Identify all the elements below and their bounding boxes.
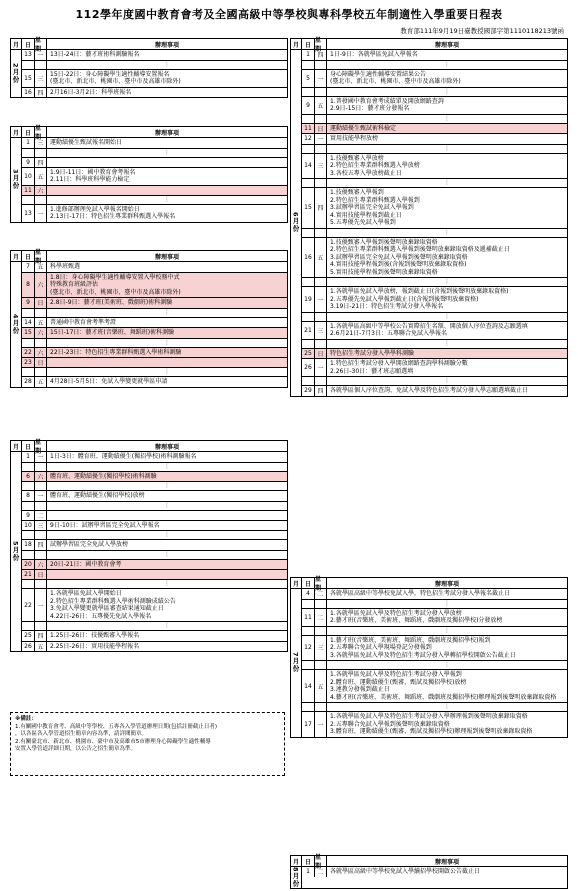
day-cell: 13	[22, 205, 35, 222]
schedule-row	[22, 70, 287, 88]
event-cell: 各就學區個人序位查詢、免試入學及特色招生考試分發入學志願選填截止日	[330, 387, 529, 394]
event-cell: 各就學區高級中等學校免試入學續招學校開啟公告截止日	[330, 868, 481, 875]
schedule-row	[22, 511, 287, 521]
weekday-cell: 五	[315, 97, 327, 114]
schedule-row	[302, 70, 567, 88]
event-cell: 1.各就學區免試入學及特色招生考試分發入學放榜 2.藝才班(音樂班、美術班、舞蹈班、戲劇班及獨招學校)分發放榜	[330, 609, 503, 624]
day-cell: 11	[22, 186, 35, 195]
weekday-cell: 一	[315, 134, 327, 144]
day-cell: 6	[22, 472, 35, 482]
weekday-cell: 日	[35, 298, 47, 308]
header-month: 月	[291, 856, 302, 866]
event-cell: 各就學區高級中等學校免試入學，特色招生考試分發入學報名截止日	[330, 590, 511, 597]
header-event: 辦理事項	[434, 858, 459, 866]
event-cell: 實用技能學程放榜	[330, 135, 379, 142]
schedule-row	[302, 188, 567, 229]
schedule-row	[302, 867, 567, 877]
event-cell: 1.各就學區免試入學開始日 2.特色招生專業群科甄選入學術科測驗成績公告 3.免試入學變更就學區審查結果通知截止日 4.22日-26日：五專優先免試入學報名	[50, 590, 176, 620]
day-cell: 22	[22, 589, 35, 621]
notes-line: ，以各區各入學管道招生簡章內容為準，請詳閱簡章。	[15, 731, 148, 737]
header-weekday: 星期	[35, 39, 47, 49]
header-day: 日	[22, 127, 35, 137]
gap-row: ⋮	[302, 661, 567, 670]
weekday-cell: 五	[315, 238, 327, 278]
weekday-cell: 四	[35, 540, 47, 550]
gap-row: ⋮	[302, 600, 567, 609]
event-cell	[47, 511, 287, 520]
day-cell: 9	[22, 298, 35, 308]
weekday-cell: 日	[315, 124, 327, 134]
table-header	[291, 854, 567, 870]
event-cell	[47, 186, 287, 195]
schedule-row	[22, 88, 287, 98]
event-cell: 22日-23日：特色招生專業群科甄選入學術科測驗	[47, 348, 287, 358]
schedule-table	[10, 250, 288, 388]
header-event: 辦理事項	[154, 41, 179, 49]
schedule-row	[302, 670, 567, 703]
gap-row: ⋮	[302, 313, 567, 322]
event-cell: 13日-24日：藝才班術科測驗報名	[50, 51, 140, 58]
day-cell: 8	[22, 273, 35, 298]
weekday-cell: 六	[35, 186, 47, 195]
day-cell: 10	[22, 168, 35, 185]
event-cell: 15日-22日：身心障礙學生適性輔導安置報名 (臺北市、新北市、桃園市、臺中市及高雄市除外)	[50, 70, 181, 85]
day-cell: 18	[22, 540, 35, 550]
weekday-cell: 三	[35, 138, 47, 148]
schedule-row	[22, 358, 287, 368]
header-month: 月	[11, 127, 22, 137]
schedule-row	[22, 521, 287, 532]
day-cell: 9	[22, 158, 35, 167]
schedule-row	[302, 349, 567, 360]
gap-row: ⋮	[302, 145, 567, 154]
month-cell	[291, 867, 302, 888]
event-cell: 1日-3日：體育班、運動績優生(獨招學校)術科測驗報名	[50, 453, 197, 460]
gap-row: ⋮	[22, 339, 287, 348]
day-cell: 20	[22, 560, 35, 570]
weekday-cell: 四	[35, 88, 47, 98]
event-cell: 9日-10日：試辦學習區完全免試入學報名	[50, 521, 160, 529]
weekday-cell: 一	[35, 205, 47, 222]
schedule-row	[22, 631, 287, 642]
schedule-row	[302, 97, 567, 115]
weekday-cell: 三	[35, 521, 47, 531]
event-cell: 4月28日-5月5日：免試入學變更就學區申請	[50, 378, 168, 385]
header-event: 辦理事項	[434, 41, 459, 49]
weekday-cell: 四	[315, 188, 327, 228]
header-weekday: 星期	[35, 441, 47, 451]
weekday-cell: 一	[315, 70, 327, 87]
event-cell: 科學班甄選	[50, 263, 81, 270]
schedule-row	[22, 560, 287, 571]
schedule-row	[22, 540, 287, 551]
event-cell: 體育班、運動績優生(獨招學校)術科測驗	[47, 472, 287, 482]
day-cell: 17	[302, 712, 315, 737]
schedule-row	[302, 238, 567, 279]
weekday-cell: 日	[35, 570, 47, 579]
event-cell: 1.各就學區免試入學及特色招生考試分發入學報到 2.體育班、運動績優生(甄審、甄試及獨招學校)放榜 3.連教分發報到截止日 4.藝才班(音樂班、美術班、舞蹈班、戲劇班及獨招學校)辦理報到後聲明放棄錄取資格	[330, 671, 557, 701]
gap-row: ⋮	[22, 580, 287, 589]
gap-row: ⋮	[302, 229, 567, 238]
weekday-cell: 六	[35, 273, 47, 298]
event-cell: 1.特色招生考試分發入學開放網路查詢學科測驗分數 2.26日-30日：藝才班志願選填	[330, 360, 468, 375]
event-cell	[47, 570, 287, 579]
weekday-cell: 一	[35, 50, 47, 60]
weekday-cell: 四	[315, 50, 327, 60]
schedule-table	[10, 38, 288, 98]
day-cell: 12	[302, 636, 315, 661]
page-title: 112學年度國中教育會考及全國高級中等學校與專科學校五年制適性入學重要日程表	[75, 8, 503, 21]
schedule-row	[22, 318, 287, 329]
event-cell: 1.藝才班(音樂班、美術班、舞蹈班、戲劇班及獨招學校)報到 2.五專聯合免試入學現場登記分發報到 3.各就學區免試入學及特色招生考試分發入學轉招學校開啟公告截止日	[330, 636, 516, 659]
event-cell: 1.技優甄審入學放榜 2.特色招生專業群科甄選入學放榜 3.各校五專入學放榜截止日	[330, 154, 420, 177]
day-cell: 11	[302, 124, 315, 134]
gap-row: ⋮	[302, 61, 567, 70]
day-cell: 8	[22, 491, 35, 501]
weekday-cell: 三	[315, 636, 327, 661]
day-cell: 11	[302, 609, 315, 626]
schedule-row	[22, 452, 287, 463]
event-cell: 運動績優生甄試報名開始日	[50, 139, 123, 146]
day-cell: 15	[22, 328, 35, 338]
event-cell: 1.各就學區免試入學及特色招生考試分發入學辦理報到後聲明放棄錄取資格 2.五專聯合免試入學報到後聲明放棄錄取資格 3.體育班、運動績優生(甄審、甄試及獨招學校)辦理報到後聲明放棄錄取資格	[330, 713, 533, 735]
schedule-row	[302, 636, 567, 662]
schedule-row	[22, 298, 287, 309]
day-cell: 9	[22, 511, 35, 520]
schedule-row	[302, 609, 567, 627]
schedule-row	[22, 273, 287, 299]
table-header	[291, 576, 567, 592]
day-cell: 23	[22, 358, 35, 367]
schedule-row	[302, 712, 567, 737]
weekday-cell: 六	[35, 560, 47, 570]
schedule-row	[302, 359, 567, 377]
notes-line: 安置入學管道詳細日期，以公告之招生簡章為準。	[15, 746, 137, 752]
gap-row: ⋮	[302, 627, 567, 636]
day-cell: 25	[22, 631, 35, 641]
header-month: 月	[291, 39, 302, 49]
notes-line: 2.有關臺北市、新北市、桃園市、臺中市及高雄市5市辦理身心障礙學生適性輔導	[15, 738, 211, 745]
day-cell: 26	[302, 359, 315, 376]
event-cell: 2.8日-9日：藝才班(美術班、戲劇班)術科測驗	[47, 298, 287, 308]
notes-heading: ※備註：	[15, 716, 37, 722]
day-cell: 14	[302, 670, 315, 702]
event-cell	[47, 158, 287, 167]
event-cell: 1.技優甄審入學報到 2.特色招生專業群科甄選入學報到 3.試辦學習區完全免試入學報到 4.實用技能學程報到截止日 5.五專優先免試入學報到	[330, 189, 420, 226]
weekday-cell: 五	[35, 262, 47, 272]
event-cell: 體育班、運動績優生(獨招學校)放榜	[50, 492, 145, 499]
month-label: 6月份	[291, 212, 300, 234]
schedule-row	[22, 377, 287, 387]
weekday-cell: 五	[35, 642, 47, 652]
weekday-cell: 日	[315, 349, 327, 359]
weekday-cell: 一	[315, 712, 327, 737]
schedule-table	[290, 38, 568, 397]
schedule-row	[302, 134, 567, 145]
schedule-row	[22, 205, 287, 222]
schedule-row	[22, 348, 287, 359]
weekday-cell: 五	[35, 377, 47, 387]
event-cell: 特色招生考試分發入學學科測驗	[327, 349, 567, 359]
schedule-row	[302, 287, 567, 313]
schedule-row	[22, 491, 287, 502]
weekday-cell: 五	[315, 670, 327, 702]
header-weekday: 星期	[35, 251, 47, 261]
notes-line: 1.有關國中教育會考、高級中等學校、五專各入學管道辦理日期(包括註冊截止日者)	[15, 723, 218, 730]
schedule-table	[10, 126, 288, 223]
schedule-row	[22, 168, 287, 186]
day-cell: 10	[22, 521, 35, 531]
month-cell	[11, 262, 22, 387]
schedule-row	[302, 386, 567, 396]
weekday-cell: 二	[315, 867, 327, 877]
day-cell: 21	[302, 322, 315, 339]
gap-row: ⋮	[22, 149, 287, 158]
gap-row: ⋮	[22, 551, 287, 560]
event-cell: 1.9日-11日：國中教育會考報名 2.11日：科學班科學能力檢定	[50, 168, 136, 183]
event-cell: 1.各就學區高級中等學校公告實際招生名額、開放個人序位查詢及志願選填 2.6月21日-7月3日：五專聯合免試入學報名	[330, 322, 528, 337]
weekday-cell: 三	[35, 70, 47, 87]
schedule-row	[302, 322, 567, 340]
gap-row: ⋮	[302, 115, 567, 124]
gap-row: ⋮	[22, 482, 287, 491]
schedule-row	[302, 50, 567, 61]
gap-row: ⋮	[302, 278, 567, 287]
weekday-cell: 六	[35, 348, 47, 358]
header-event: 辦理事項	[434, 580, 459, 588]
table-header	[11, 249, 287, 265]
weekday-cell: 三	[315, 154, 327, 179]
weekday-cell: 五	[35, 318, 47, 328]
day-cell: 15	[22, 70, 35, 87]
schedule-row	[22, 186, 287, 196]
schedule-row	[22, 472, 287, 483]
header-day: 日	[302, 578, 315, 588]
gap-row: ⋮	[22, 61, 287, 70]
day-cell: 1	[22, 138, 35, 148]
weekday-cell: 一	[35, 589, 47, 621]
weekday-cell: 四	[315, 386, 327, 396]
day-cell: 12	[302, 134, 315, 144]
schedule-row	[22, 570, 287, 580]
month-label: 4月份	[11, 313, 20, 335]
day-cell: 13	[22, 50, 35, 60]
day-cell: 4	[302, 589, 315, 599]
schedule-row	[302, 589, 567, 600]
header-day: 日	[22, 441, 35, 451]
month-cell	[11, 138, 22, 222]
schedule-row	[302, 154, 567, 180]
schedule-row	[22, 138, 287, 149]
schedule-row	[22, 158, 287, 168]
gap-row: ⋮	[22, 368, 287, 377]
schedule-table	[290, 577, 568, 738]
weekday-cell: 二	[35, 511, 47, 520]
schedule-table	[10, 440, 288, 652]
gap-row: ⋮	[22, 531, 287, 540]
day-cell: 15	[302, 188, 315, 228]
schedule-row	[302, 124, 567, 135]
event-cell	[47, 358, 287, 367]
weekday-cell: 一	[315, 359, 327, 376]
day-cell: 5	[302, 70, 315, 87]
gap-row: ⋮	[302, 377, 567, 386]
month-cell	[11, 50, 22, 97]
header-month: 月	[291, 578, 302, 588]
schedule-row	[22, 328, 287, 339]
header-month: 月	[11, 441, 22, 451]
event-cell: 1日-9日：各就學區免試入學報名	[330, 51, 418, 58]
schedule-row	[22, 589, 287, 622]
event-cell: 1.25日-26日：技優甄審入學報名	[50, 632, 140, 639]
event-cell: 運動績優生甄試術科檢定	[327, 124, 567, 134]
day-cell: 14	[22, 318, 35, 328]
table-header	[11, 439, 287, 455]
month-cell	[11, 452, 22, 651]
day-cell: 19	[302, 287, 315, 312]
header-weekday: 星期	[35, 127, 47, 137]
month-label: 7月份	[291, 652, 300, 674]
table-header	[291, 37, 567, 53]
header-day: 日	[302, 856, 315, 866]
gap-row: ⋮	[22, 502, 287, 511]
day-cell: 25	[302, 349, 315, 359]
day-cell: 21	[22, 570, 35, 579]
weekday-cell: 四	[35, 158, 47, 167]
day-cell: 7	[22, 262, 35, 272]
month-cell	[291, 50, 302, 396]
event-cell: 普通國中教育會考準考證	[50, 318, 117, 326]
weekday-cell: 一	[35, 491, 47, 501]
month-label: 3月份	[11, 169, 20, 191]
day-cell: 22	[22, 348, 35, 358]
weekday-cell: 六	[35, 328, 47, 338]
day-cell: 16	[302, 238, 315, 278]
gap-row: ⋮	[22, 463, 287, 472]
weekday-cell: 日	[35, 358, 47, 367]
header-weekday: 星期	[315, 856, 327, 866]
header-day: 日	[22, 39, 35, 49]
gap-row: ⋮	[22, 309, 287, 318]
event-cell: 2.25日-26日：實用技能學程報名	[50, 642, 140, 650]
event-cell: 試辦學習區完全免試入學放榜	[50, 541, 129, 548]
header-day: 日	[22, 251, 35, 261]
month-label: 2月份	[11, 63, 20, 84]
header-event: 辦理事項	[154, 129, 179, 137]
event-cell: 1.各就學區免試入學放榜，報到截止日(含報到後聲明放棄錄取資格) 2.五專優先免試入學報到截止日(含報到後聲明放棄資格) 3.19日-21日：特色招生考試分發入學報名	[330, 288, 509, 310]
day-cell: 1	[302, 867, 315, 877]
weekday-cell: 六	[35, 472, 47, 482]
weekday-cell: 四	[35, 631, 47, 641]
document-reference: 教育部111年9月19日臺教授國部字第1110118213號函	[400, 27, 564, 35]
header-event: 辦理事項	[154, 253, 179, 261]
header-weekday: 星期	[315, 578, 327, 588]
schedule-row	[22, 262, 287, 273]
event-cell: 1.技優甄審入學報到後聲明放棄錄取資格 2.特色招生專業群科甄選入學報到後聲明放棄錄取資格及遞補截止日 3.試辦學習區完全免試入學報到後聲明放棄錄取資格 4.實用技能學程報到後(含報到後聲明放棄錄取資格) 5.實用技能學程報到後聲明放棄錄取資格	[330, 238, 510, 276]
gap-row: ⋮	[22, 622, 287, 631]
day-cell: 1	[302, 50, 315, 60]
header-month: 月	[11, 251, 22, 261]
header-event: 辦理事項	[154, 443, 179, 451]
day-cell: 9	[302, 97, 315, 114]
weekday-cell: 三	[315, 322, 327, 339]
day-cell: 26	[22, 642, 35, 652]
schedule-table	[290, 855, 568, 889]
day-cell: 16	[22, 88, 35, 98]
day-cell: 28	[22, 377, 35, 387]
gap-row: ⋮	[302, 88, 567, 97]
month-cell	[291, 589, 302, 737]
weekday-cell: 五	[35, 168, 47, 185]
schedule-row	[22, 50, 287, 61]
notes-box	[10, 712, 285, 776]
header-weekday: 星期	[315, 39, 327, 49]
weekday-cell: 一	[35, 452, 47, 462]
day-cell: 1	[22, 452, 35, 462]
event-cell: 20日-21日：國中教育會考	[47, 560, 287, 570]
event-cell: 1.進修部辦理免試入學報名開始日 2.13日-17日：特色招生專業群科甄選入學報名	[50, 205, 176, 220]
event-cell: 身心障礙學生適性輔導安置結果公告 (臺北市、新北市、桃園市、臺中市及高雄市除外)	[330, 70, 461, 85]
table-header	[11, 37, 287, 53]
table-header	[11, 125, 287, 141]
month-label: 5月份	[11, 541, 20, 562]
schedule-row	[22, 642, 287, 652]
gap-row: ⋮	[22, 196, 287, 205]
day-cell: 14	[302, 154, 315, 179]
event-cell: 1.8日：身心障礙學生適性輔導安置入學校務中式 特殊教育班級評估 (臺北市、新北市、桃園市、臺中市及高雄市除外)	[47, 273, 287, 298]
header-month: 月	[11, 39, 22, 49]
day-cell: 29	[302, 386, 315, 396]
weekday-cell: 一	[315, 287, 327, 312]
month-label: 8月份	[291, 867, 300, 888]
event-cell: 2月16日-3月2日：科學班報名	[50, 88, 132, 96]
gap-row: ⋮	[302, 179, 567, 188]
weekday-cell: 二	[315, 609, 327, 626]
event-cell: 15日-17日：藝才班(音樂班、舞蹈班)術科測驗	[47, 328, 287, 338]
weekday-cell: 二	[315, 589, 327, 599]
header-day: 日	[302, 39, 315, 49]
gap-row: ⋮	[302, 340, 567, 349]
gap-row: ⋮	[302, 703, 567, 712]
event-cell: 1.普發國中教育會考成績單及開放網路查詢 2.9日-15日：藝才班分發報名	[330, 97, 444, 112]
